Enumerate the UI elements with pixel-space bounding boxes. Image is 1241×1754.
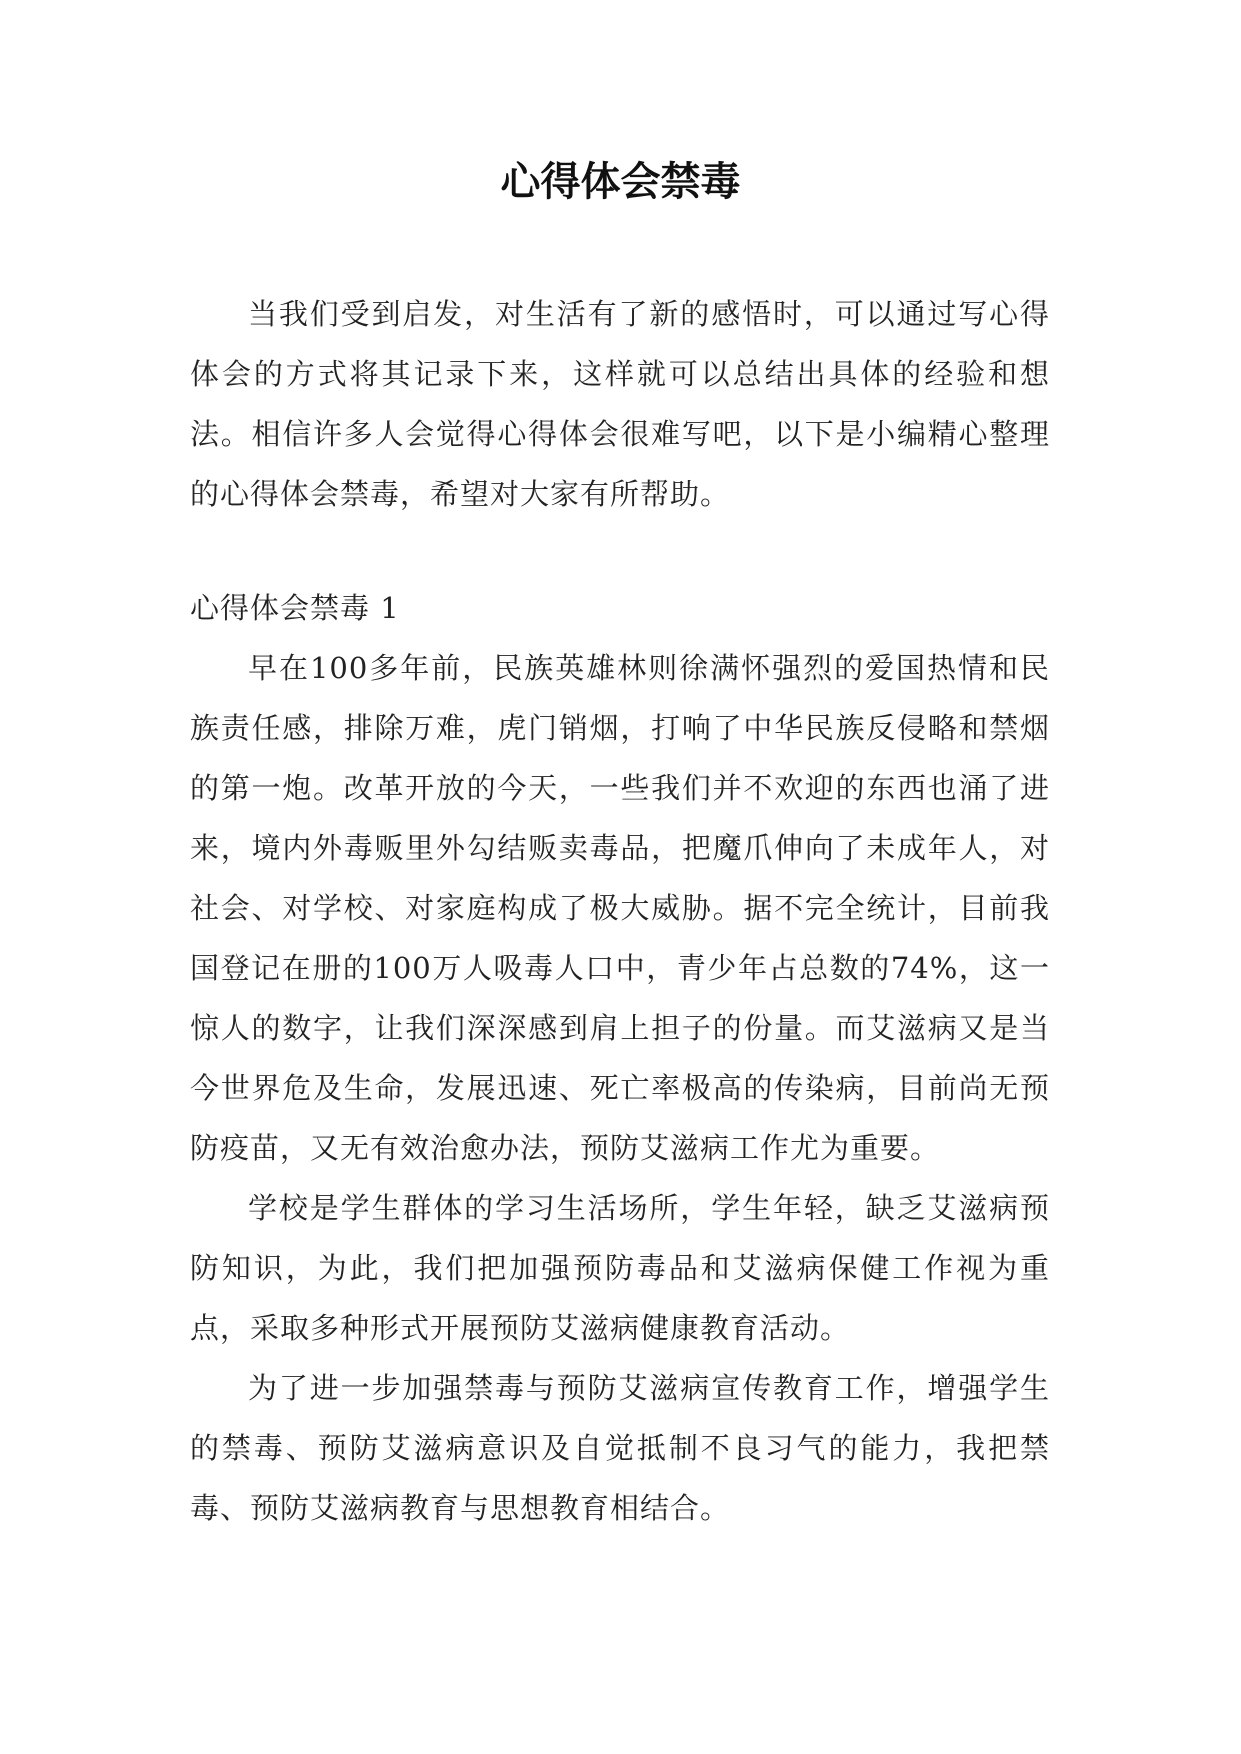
intro-block [190,284,1050,524]
section-heading: 心得体会禁毒 1 [190,591,400,625]
section-1 [190,578,1050,1538]
section-paragraph-3: 为了进一步加强禁毒与预防艾滋病宣传教育工作，增强学生的禁毒、预防艾滋病意识及自觉抵制不良习气的能力，我把禁毒、预防艾滋病教育与思想教育相结合。 [190,1371,1050,1525]
page-title: 心得体会禁毒 [500,159,741,205]
section-paragraph-2: 学校是学生群体的学习生活场所，学生年轻，缺乏艾滋病预防知识，为此，我们把加强预防毒品和艾滋病保健工作视为重点，采取多种形式开展预防艾滋病健康教育活动。 [190,1191,1050,1345]
section-paragraph-1: 早在100多年前，民族英雄林则徐满怀强烈的爱国热情和民族责任感，排除万难，虎门销烟，打响了中华民族反侵略和禁烟的第一炮。改革开放的今天，一些我们并不欢迎的东西也涌了进来，境内外毒贩里外勾结贩卖毒品，把魔爪伸向了未成年人，对社会、对学校、对家庭构成了极大威胁。据不完全统计，目前我国登记在册的100万人吸毒人口中，青少年占总数的74%，这一惊人的数字，让我们深深感到肩上担子的份量。而艾滋病又是当今世界危及生命，发展迅速、死亡率极高的传染病，目前尚无预防疫苗，又无有效治愈办法，预防艾滋病工作尤为重要。 [190,651,1050,1165]
intro-paragraph: 当我们受到启发，对生活有了新的感悟时，可以通过写心得体会的方式将其记录下来，这样就可以总结出具体的经验和想法。相信许多人会觉得心得体会很难写吧，以下是小编精心整理的心得体会禁毒，希望对大家有所帮助。 [190,297,1050,511]
